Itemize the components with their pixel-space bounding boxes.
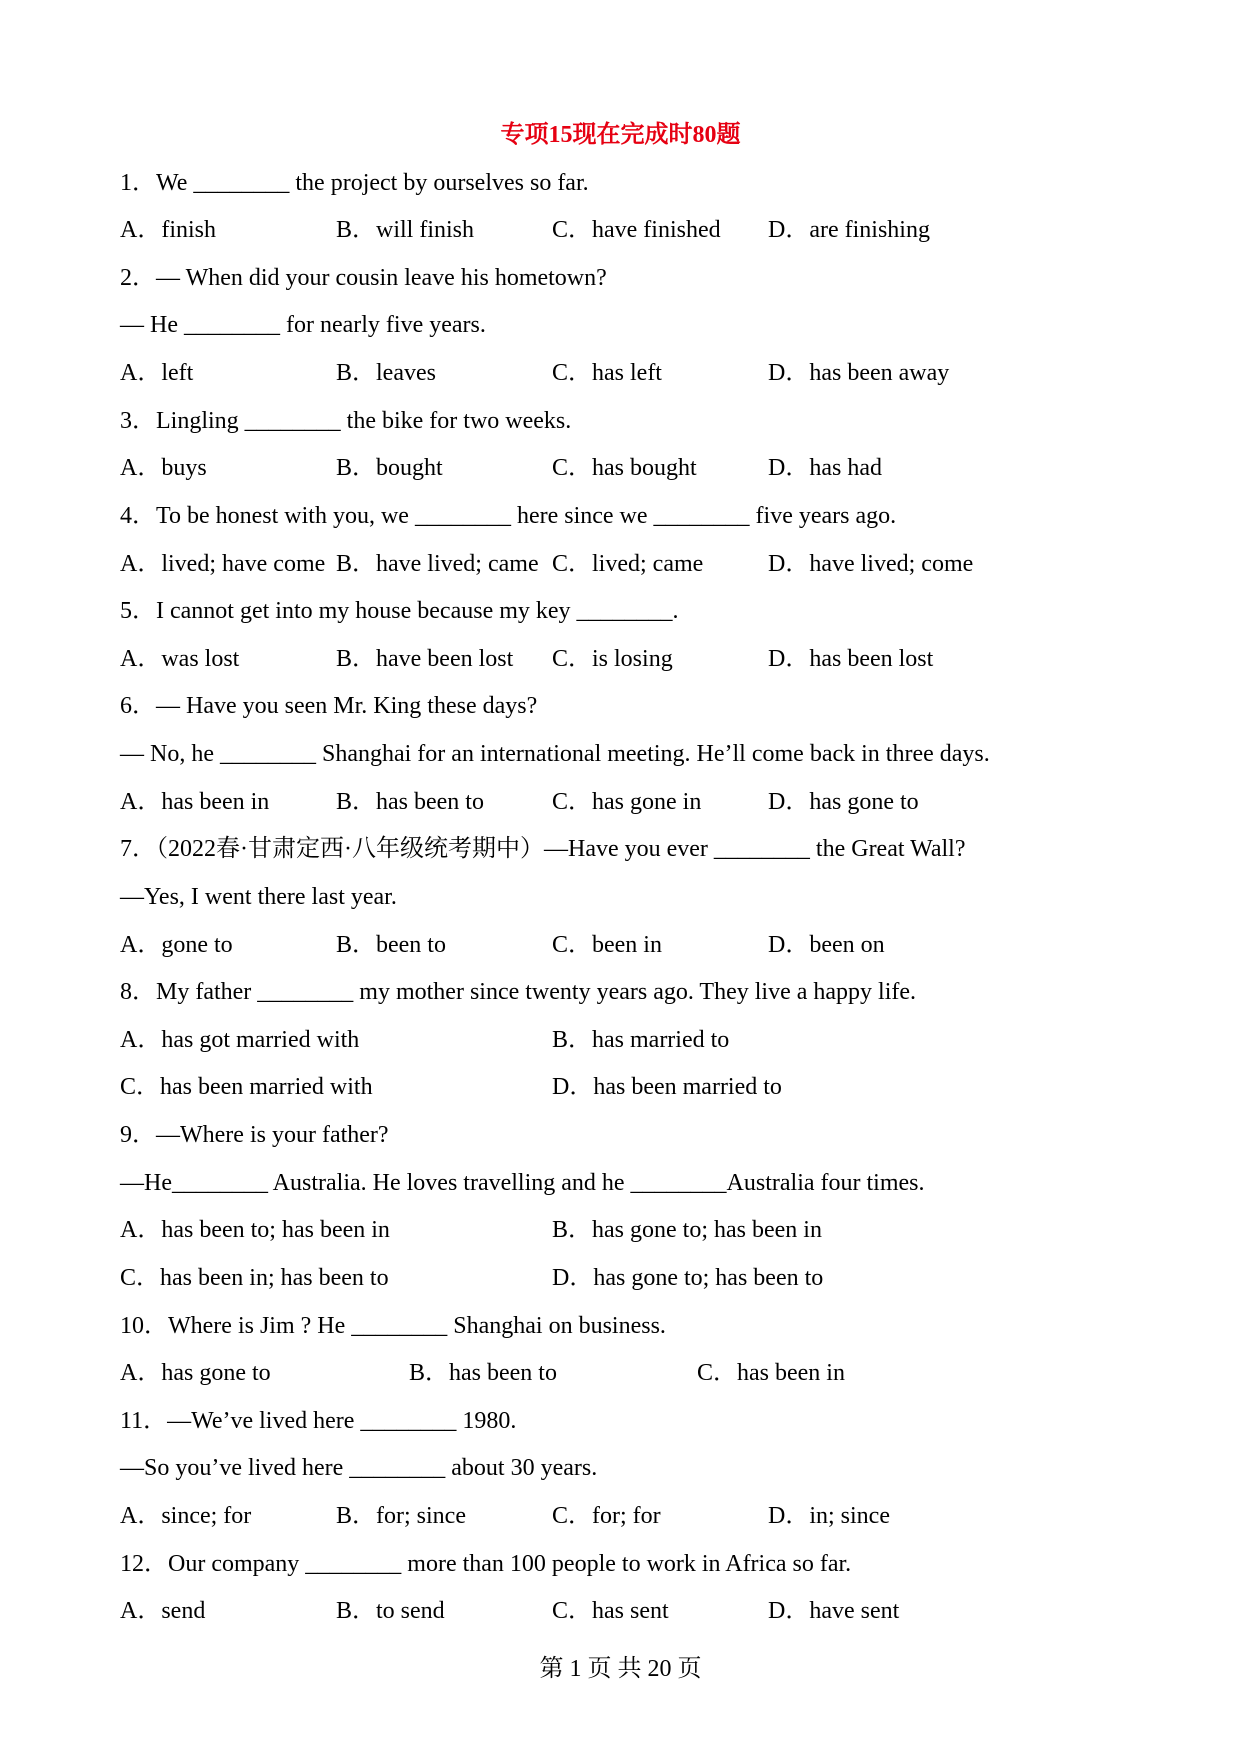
question-3-option-a: A．buys [120,455,207,482]
question-5-option-b: B．have been lost [336,645,514,672]
question-5-option-d: D．has been lost [768,645,934,672]
question-11-option-a: A．since; for [120,1503,252,1530]
question-7-option-c: C．been in [552,931,662,958]
question-6-option-a: A．has been in [120,788,270,815]
question-7-dialogue-line: —Yes, I went there last year. [120,883,397,910]
question-8-stem: 8．My father ________ my mother since twenty years ago. They live a happy life. [120,979,917,1006]
question-3-option-c: C．has bought [552,455,697,482]
question-3-option-b: B．bought [336,455,443,482]
question-5-option-c: C．is losing [552,645,673,672]
question-7-stem: 7．（2022春·甘肃定西·八年级统考期中）—Have you ever ________ the Great Wall? [120,836,966,863]
question-10-option-b: B．has been to [409,1360,557,1387]
question-8-option-b: B．has married to [552,1026,730,1053]
question-2-stem: 2．— When did your cousin leave his hometown? [120,264,607,291]
question-12-stem: 12．Our company ________ more than 100 people to work in Africa so far. [120,1550,852,1577]
question-6-stem: 6．— Have you seen Mr. King these days? [120,693,538,720]
question-2-option-d: D．has been away [768,360,950,387]
question-9-stem: 9．—Where is your father? [120,1122,389,1149]
question-1-options [120,207,1180,255]
question-11-option-d: D．in; since [768,1503,890,1530]
question-list [120,160,1180,1636]
question-10-option-c: C．has been in [697,1360,845,1387]
question-12-option-b: B．to send [336,1598,445,1625]
question-6-dialogue-line: — No, he ________ Shanghai for an international meeting. He’ll come back in three days. [120,741,990,768]
question-4-stem: 4．To be honest with you, we ________ here since we ________ five years ago. [120,502,897,529]
question-5-option-a: A．was lost [120,645,240,672]
question-7-option-a: A．gone to [120,931,233,958]
question-7-options [120,922,1180,970]
question-3-options [120,445,1180,493]
question-6-options [120,779,1180,827]
question-9-dialogue-line: —He________ Australia. He loves travelling and he ________Australia four times. [120,1169,925,1196]
question-2-option-a: A．left [120,360,194,387]
question-2-option-c: C．has left [552,360,662,387]
question-1-option-b: B．will finish [336,217,475,244]
question-1-option-d: D．are finishing [768,217,930,244]
question-4-option-b: B．have lived; came [336,550,539,577]
question-11-option-b: B．for; since [336,1503,466,1530]
question-3-option-d: D．has had [768,455,882,482]
question-6-option-d: D．has gone to [768,788,919,815]
page-title: 专项15现在完成时80题 [500,122,741,148]
question-4-option-c: C．lived; came [552,550,704,577]
question-2-options [120,350,1180,398]
question-10-options [120,1350,1180,1398]
question-12-options [120,1588,1180,1636]
question-5-stem: 5．I cannot get into my house because my key ________. [120,598,679,625]
question-12-option-a: A．send [120,1598,206,1625]
question-3-stem: 3．Lingling ________ the bike for two weeks. [120,407,572,434]
question-1-stem: 1．We ________ the project by ourselves so far. [120,169,589,196]
question-9-options-row-2 [120,1255,1180,1303]
question-4-option-d: D．have lived; come [768,550,974,577]
question-11-options [120,1493,1180,1541]
question-1-option-a: A．finish [120,217,216,244]
question-9-option-d: D．has gone to; has been to [552,1264,824,1291]
question-7-option-b: B．been to [336,931,446,958]
question-8-option-d: D．has been married to [552,1074,782,1101]
question-4-options [120,541,1180,589]
question-10-stem: 10．Where is Jim ? He ________ Shanghai on business. [120,1312,666,1339]
question-8-options-row-2 [120,1064,1180,1112]
question-11-option-c: C．for; for [552,1503,661,1530]
question-2-option-b: B．leaves [336,360,436,387]
question-8-option-c: C．has been married with [120,1074,373,1101]
question-6-option-b: B．has been to [336,788,484,815]
question-9-option-b: B．has gone to; has been in [552,1217,822,1244]
question-1-option-c: C．have finished [552,217,721,244]
question-8-option-a: A．has got married with [120,1026,360,1053]
question-12-option-c: C．has sent [552,1598,669,1625]
page-footer: 第 1 页 共 20 页 [539,1656,702,1682]
question-11-dialogue-line: —So you’ve lived here ________ about 30 years. [120,1455,598,1482]
question-2-dialogue-line: — He ________ for nearly five years. [120,312,486,339]
question-9-option-c: C．has been in; has been to [120,1264,389,1291]
question-4-option-a: A．lived; have come [120,550,326,577]
question-9-option-a: A．has been to; has been in [120,1217,390,1244]
question-10-option-a: A．has gone to [120,1360,271,1387]
question-11-stem: 11．—We’ve lived here ________ 1980. [120,1407,517,1434]
question-8-options-row-1 [120,1017,1180,1065]
question-6-option-c: C．has gone in [552,788,702,815]
question-5-options [120,636,1180,684]
question-12-option-d: D．have sent [768,1598,900,1625]
question-7-option-d: D．been on [768,931,885,958]
question-9-options-row-1 [120,1207,1180,1255]
